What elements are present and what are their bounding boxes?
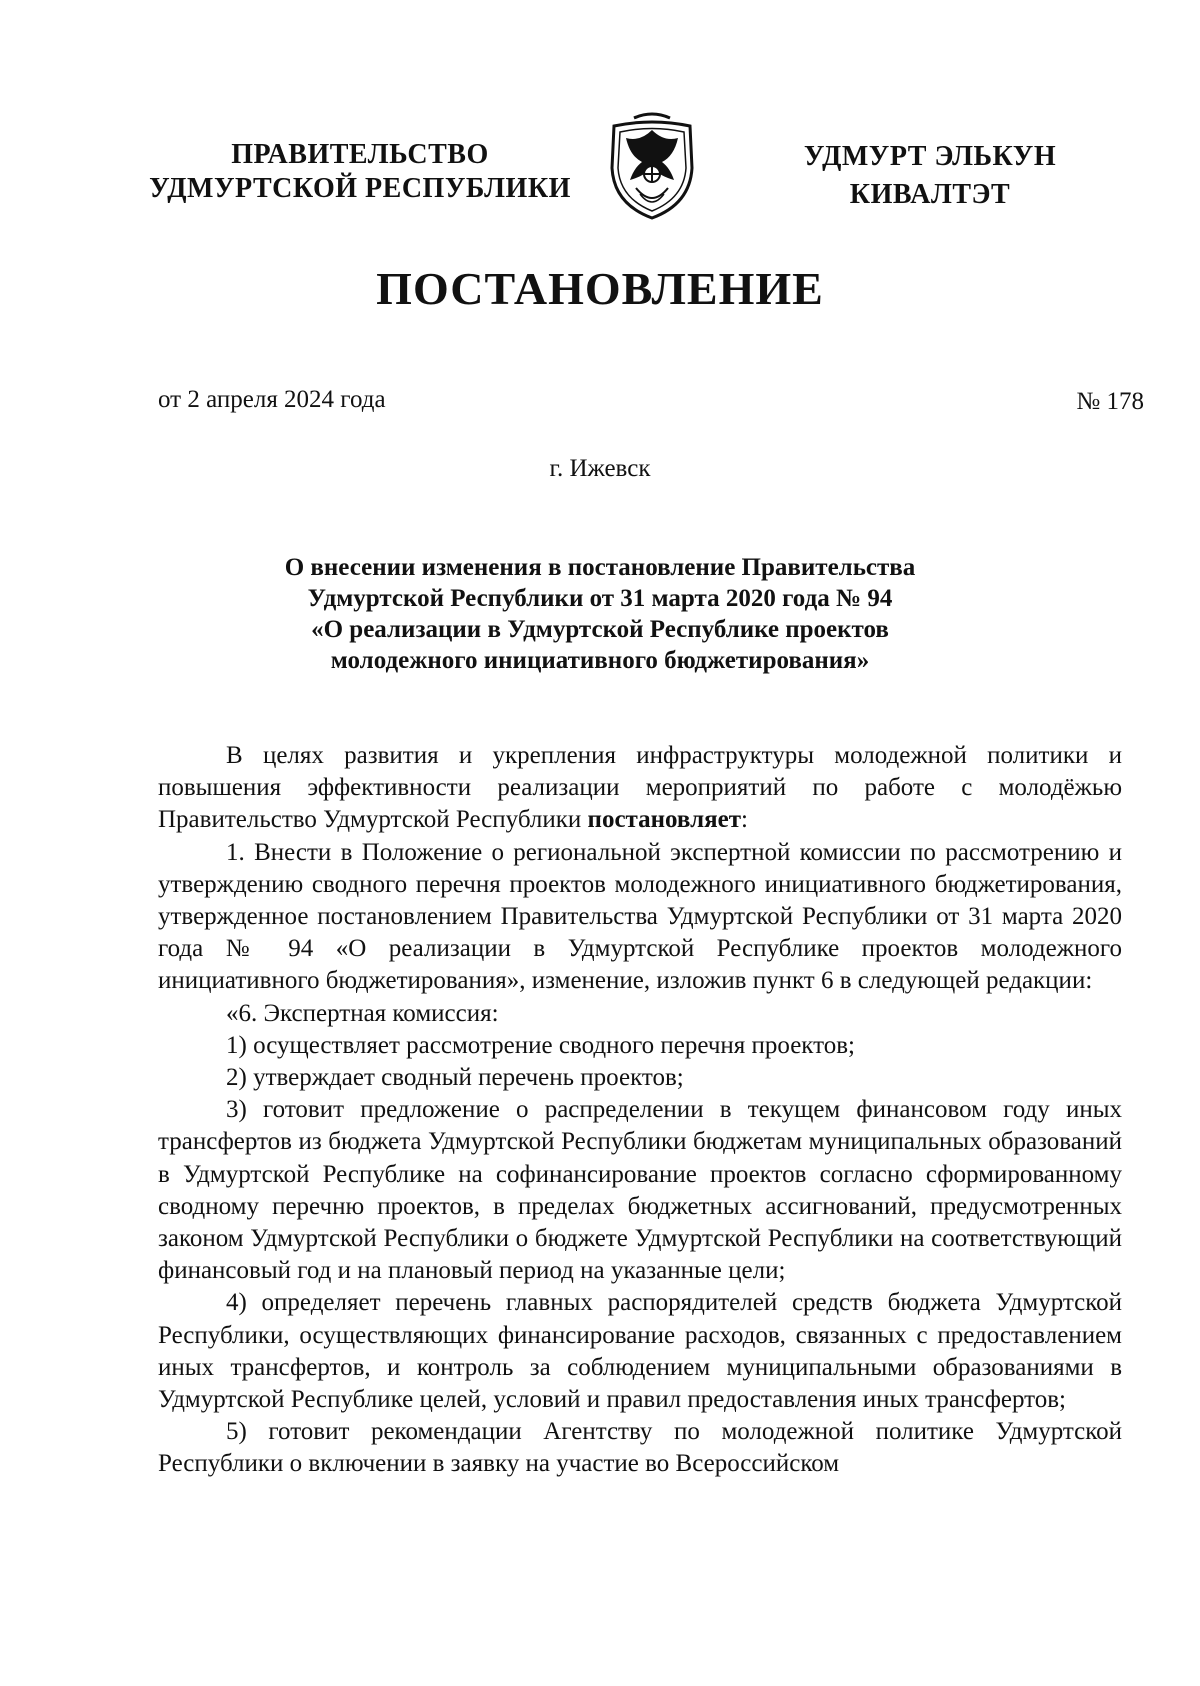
issuer-name-udmurt	[765, 138, 1095, 214]
issuer-line-2: УДМУРТСКОЙ РЕСПУБЛИКИ	[149, 173, 571, 204]
subitem-2: 2) утверждает сводный перечень проектов;	[226, 1064, 684, 1092]
document-city: г. Ижевск	[549, 455, 651, 482]
resolves-keyword: постановляет	[587, 806, 742, 834]
clause-1-paragraph: 1. Внести в Положение о региональной экспертной комиссии по рассмотрению и утверждению сводного перечня проектов молодежного инициативного бюджетирования, утвержденное постановлением Правительства Удмуртской Республики от 31 марта 2020 года № 94 «О реализации в Удмуртской Республике проектов молодежного инициативного бюджетирования», изменение, изложив пункт 6 в следующей редакции:	[158, 838, 1122, 995]
issuer-udmurt-line-1: УДМУРТ ЭЛЬКУН	[803, 141, 1057, 172]
subitem-5: 5) готовит рекомендации Агентству по молодежной политике Удмуртской Республики о включении в заявку на участие во Всероссийском	[158, 1418, 1122, 1478]
coat-of-arms-icon	[600, 112, 704, 224]
issuer-udmurt-line-2: КИВАЛТЭТ	[849, 179, 1011, 210]
subject-line-1: О внесении изменения в постановление Правительства	[284, 554, 916, 581]
subject-line-3: «О реализации в Удмуртской Республике проектов	[311, 616, 889, 643]
subject-line-2: Удмуртской Республики от 31 марта 2020 года № 94	[307, 585, 893, 612]
item-6-heading: «6. Экспертная комиссия:	[226, 999, 499, 1027]
issuer-name-russian	[130, 138, 590, 206]
subitem-4: 4) определяет перечень главных распорядителей средств бюджета Удмуртской Республики, осуществляющих финансирование расходов, связанных с предоставлением иных трансфертов, и контроль за соблюдением муниципальными образованиями в Удмуртской Республике целей, условий и правил предоставления иных трансфертов;	[158, 1289, 1122, 1414]
subitem-1: 1) осуществляет рассмотрение сводного перечня проектов;	[226, 1031, 855, 1059]
document-number: № 178	[1076, 388, 1144, 415]
preamble-paragraph	[158, 740, 1122, 837]
document-date: от 2 апреля 2024 года	[158, 386, 386, 413]
subject-line-4: молодежного инициативного бюджетирования»	[330, 647, 870, 674]
preamble-text: В целях развития и укрепления инфраструктуры молодежной политики и повышения эффективности реализации мероприятий по работе с молодёжью Правительство Удмуртской Республики	[158, 742, 1122, 834]
issuer-line-1: ПРАВИТЕЛЬСТВО	[231, 139, 489, 170]
document-body	[158, 740, 1122, 1481]
document-subject	[150, 552, 1050, 676]
subitem-3: 3) готовит предложение о распределении в текущем финансовом году иных трансфертов из бюджета Удмуртской Республики бюджетам муниципальных образований в Удмуртской Республике на софинансирование проектов согласно сформированному сводному перечню проектов, в пределах бюджетных ассигнований, предусмотренных законом Удмуртской Республики о бюджете Удмуртской Республики на соответствующий финансовый год и на плановый период на указанные цели;	[158, 1096, 1122, 1285]
preamble-colon: :	[741, 806, 748, 834]
document-title: ПОСТАНОВЛЕНИЕ	[376, 263, 824, 314]
